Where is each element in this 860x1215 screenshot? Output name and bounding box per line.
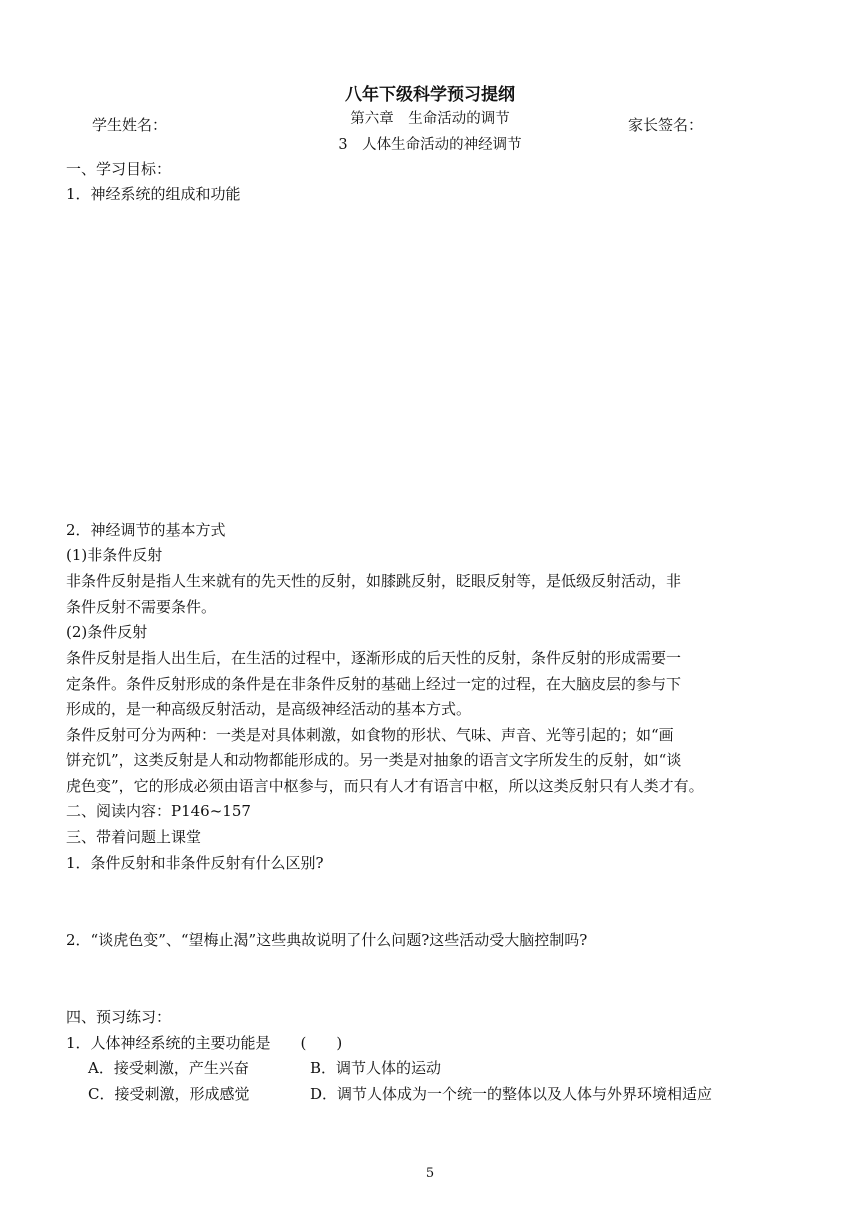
paragraph-line: 条件反射可分为两种：一类是对具体刺激，如食物的形状、气味、声音、光等引起的；如“画 [66, 726, 674, 744]
option-d: D．调节人体成为一个统一的整体以及人体与外界环境相适应 [310, 1085, 713, 1103]
option-c: C．接受刺激，形成感觉 [88, 1085, 250, 1103]
page-number: 5 [425, 1166, 435, 1181]
option-b: B．调节人体的运动 [310, 1059, 442, 1077]
paragraph-line: 虎色变”，它的形成必须由语言中枢参与，而只有人才有语言中枢，所以这类反射只有人类才有。 [66, 777, 704, 795]
goal-item-2: 2．神经调节的基本方式 [66, 521, 226, 539]
question-1: 1．条件反射和非条件反射有什么区别? [66, 854, 324, 872]
section-heading-goals: 一、学习目标： [66, 160, 172, 178]
paragraph-line: 饼充饥”，这类反射是人和动物都能形成的。另一类是对抽象的语言文字所发生的反射，如“谈 [66, 751, 682, 769]
subheading-conditioned: (2)条件反射 [66, 623, 148, 641]
paragraph-line: 非条件反射是指人生来就有的先天性的反射，如膝跳反射，眨眼反射等，是低级反射活动，非 [66, 572, 682, 590]
paragraph-line: 定条件。条件反射形成的条件是在非条件反射的基础上经过一定的过程，在大脑皮层的参与下 [66, 675, 682, 693]
lesson-title: 3 人体生命活动的神经调节 [338, 137, 522, 153]
paragraph-line: 条件反射不需要条件。 [66, 598, 217, 616]
section-heading-questions: 三、带着问题上课堂 [66, 828, 202, 846]
paragraph-line: 形成的，是一种高级反射活动，是高级神经活动的基本方式。 [66, 700, 472, 718]
subheading-unconditioned: (1)非条件反射 [66, 546, 163, 564]
practice-question-1: 1．人体神经系统的主要功能是 ( ) [66, 1034, 343, 1052]
chapter-title: 第六章 生命活动的调节 [350, 111, 510, 127]
question-2: 2．“谈虎色变”、“望梅止渴”这些典故说明了什么问题?这些活动受大脑控制吗? [66, 931, 588, 949]
option-a: A．接受刺激，产生兴奋 [88, 1059, 249, 1077]
section-heading-practice: 四、预习练习： [66, 1008, 172, 1026]
paragraph-line: 条件反射是指人出生后，在生活的过程中，逐渐形成的后天性的反射，条件反射的形成需要一 [66, 649, 682, 667]
section-heading-reading: 二、阅读内容：P146~157 [66, 802, 251, 820]
document-title: 八年下级科学预习提纲 [345, 85, 515, 105]
student-name-label: 学生姓名： [92, 116, 168, 134]
parent-signature-label: 家长签名： [628, 116, 704, 134]
goal-item-1: 1．神经系统的组成和功能 [66, 185, 241, 203]
